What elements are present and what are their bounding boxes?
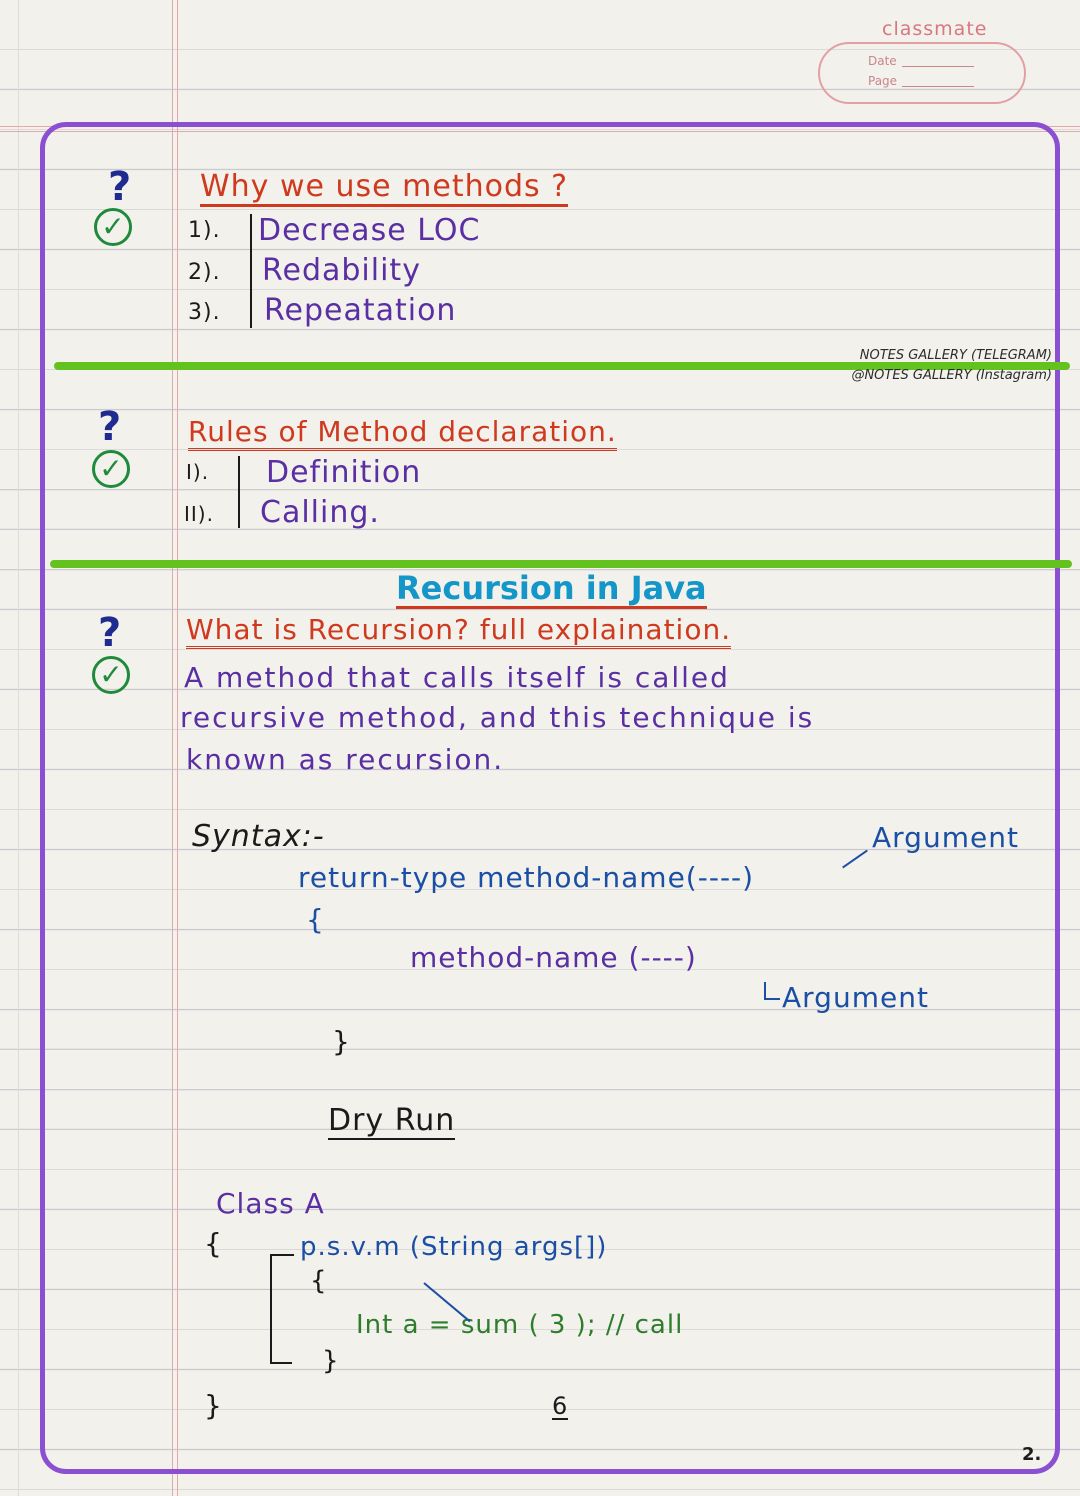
- arrow-icon: [764, 998, 780, 1000]
- brace: }: [204, 1389, 223, 1422]
- main-signature: p.s.v.m (String args[]): [300, 1232, 608, 1262]
- argument-note: Argument: [872, 821, 1019, 854]
- answer-line: known as recursion.: [186, 743, 505, 776]
- list-number: 3).: [188, 300, 221, 325]
- section-title: Why we use methods ?: [200, 172, 568, 207]
- recursive-call: method-name (----): [410, 941, 697, 974]
- list-item: Redability: [262, 253, 421, 288]
- page-number: 2.: [1022, 1444, 1042, 1465]
- class-declaration: Class A: [216, 1187, 325, 1220]
- page-label: Page: [868, 74, 898, 88]
- date-label: Date: [868, 54, 897, 68]
- flow-bracket: [270, 1254, 294, 1256]
- list-number: 1).: [188, 218, 221, 243]
- credit-line: @NOTES GALLERY (Instagram): [851, 368, 1052, 383]
- answer-line: A method that calls itself is called: [184, 661, 730, 694]
- question-mark-icon: ?: [108, 164, 132, 210]
- question-text: What is Recursion? full explaination.: [186, 616, 731, 649]
- list-number: 2).: [188, 260, 221, 285]
- date-line: [902, 66, 974, 67]
- list-divider: [250, 214, 252, 328]
- brace: }: [322, 1346, 340, 1376]
- credits-note: [851, 346, 1052, 386]
- argument-note: Argument: [782, 981, 929, 1014]
- brace: {: [306, 903, 325, 936]
- statement: Int a = sum ( 3 ); // call: [356, 1310, 684, 1340]
- check-icon: ✓: [92, 450, 130, 488]
- question-mark-icon: ?: [98, 404, 122, 450]
- answer-line: recursive method, and this technique is: [180, 701, 815, 734]
- brace: {: [310, 1266, 328, 1296]
- list-item: Calling.: [260, 495, 380, 530]
- heading: Recursion in Java: [396, 569, 707, 607]
- classmate-header: [818, 14, 1028, 104]
- question-mark-icon: ?: [98, 610, 122, 656]
- section-title: Rules of Method declaration.: [188, 418, 617, 451]
- check-icon: ✓: [92, 656, 130, 694]
- brace: {: [204, 1227, 223, 1260]
- brace: }: [332, 1025, 351, 1058]
- flow-bracket: [270, 1254, 272, 1364]
- dry-run-title: Dry Run: [328, 1103, 456, 1138]
- list-number: II).: [184, 502, 214, 526]
- result-value: 6: [552, 1392, 569, 1420]
- brand-logo: classmate: [882, 18, 988, 40]
- page-line: [902, 86, 974, 87]
- section-divider: [50, 560, 1072, 568]
- syntax-signature: return-type method-name(----): [298, 861, 755, 894]
- credit-line: NOTES GALLERY (TELEGRAM): [859, 348, 1052, 363]
- date-page-box: [818, 42, 1026, 104]
- flow-bracket: [270, 1362, 292, 1364]
- binding-line: [18, 0, 19, 1496]
- list-item: Decrease LOC: [258, 213, 481, 248]
- check-icon: ✓: [94, 208, 132, 246]
- list-divider: [238, 456, 240, 528]
- list-item: Definition: [266, 455, 422, 490]
- list-item: Repeatation: [264, 293, 457, 328]
- list-number: I).: [186, 460, 210, 484]
- syntax-label: Syntax:-: [192, 819, 325, 854]
